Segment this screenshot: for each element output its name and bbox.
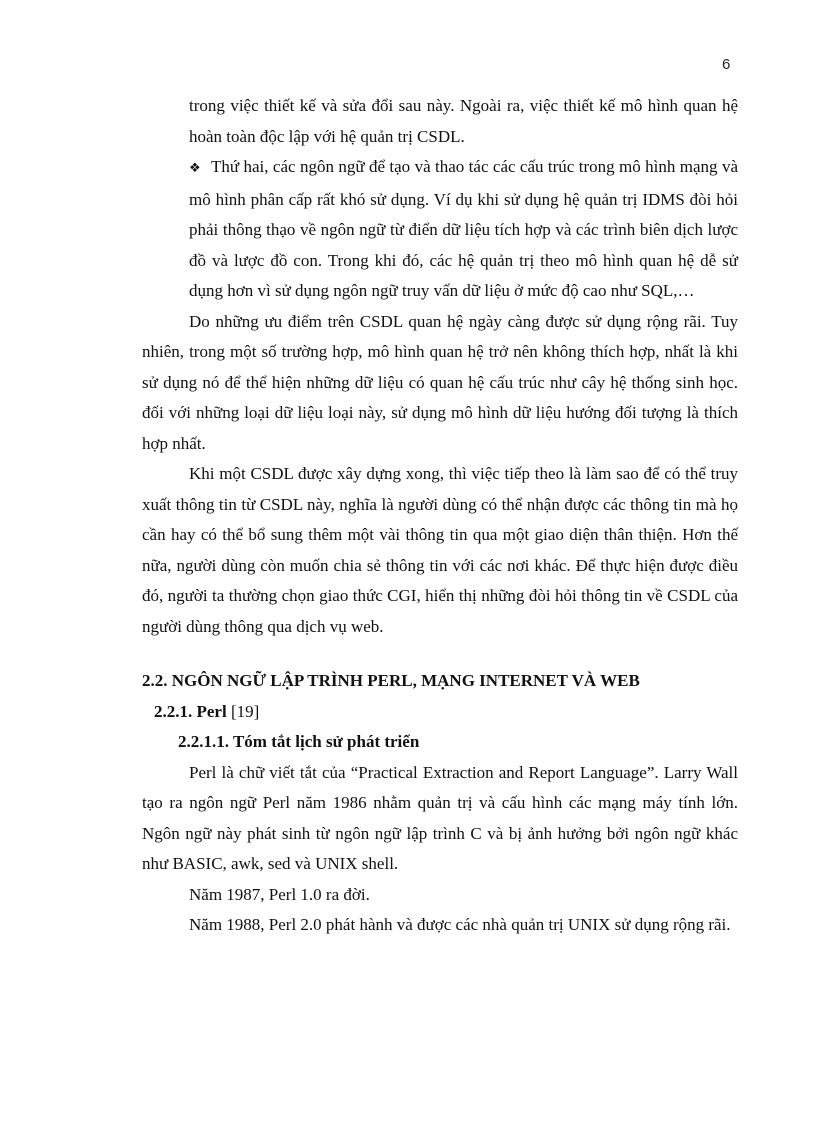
bullet-text: Thứ hai, các ngôn ngữ để tạo và thao tác các cấu trúc trong mô hình mạng và mô hình phân cấp rất khó sử dụng. Ví dụ khi sử dụng hệ quản trị IDMS đòi hỏi phải thông thạo về ngôn ngữ từ điển dữ liệu tích hợp và các trình biên dịch lược đồ và lược đồ con. Trong khi đó, các hệ quản trị theo mô hình quan hệ dễ sử dụng hơn vì sử dụng ngôn ngữ truy vấn dữ liệu ở mức độ cao như SQL,… [189, 157, 738, 300]
page-number: 6 [722, 56, 731, 73]
section-heading: 2.2. NGÔN NGỮ LẬP TRÌNH PERL, MẠNG INTERNET VÀ WEB [142, 671, 640, 690]
diamond-bullet-icon: ❖ [189, 161, 201, 176]
page-content [142, 91, 738, 941]
body-paragraph-advantages: Do những ưu điểm trên CSDL quan hệ ngày càng được sử dụng rộng rãi. Tuy nhiên, trong một số trường hợp, mô hình quan hệ trở nên không thích hợp, nhất là khi sử dụng nó để thể hiện những dữ liệu có quan hệ cấu trúc như cây hệ thống sinh học. đối với những loại dữ liệu loại này, sử dụng mô hình dữ liệu hướng đối tượng là thích hợp nhất. [142, 311, 738, 453]
subsection-heading [142, 697, 738, 728]
body-paragraph-cgi: Khi một CSDL được xây dựng xong, thì việc tiếp theo là làm sao để có thể truy xuất thông tin từ CSDL này, nghĩa là người dùng có thể nhận được các thông tin mà họ cần hay có thể bổ sung thêm một vài thông tin qua một giao diện thân thiện. Hơn thế nữa, người dùng còn muốn chia sẻ thông tin với các nơi khác. Để thực hiện được điều đó, người ta thường chọn giao thức CGI, hiển thị những đòi hỏi thông tin về CSDL của người dùng thông qua dịch vụ web. [142, 464, 738, 636]
body-paragraph-perl-1988: Năm 1988, Perl 2.0 phát hành và được các nhà quản trị UNIX sử dụng rộng rãi. [189, 915, 731, 934]
subsection-label: 2.2.1. Perl [154, 701, 227, 721]
body-paragraph-perl-intro: Perl là chữ viết tắt của “Practical Extraction and Report Language”. Larry Wall tạo ra ngôn ngữ Perl năm 1986 nhằm quản trị và cấu hình các mạng máy tính lớn. Ngôn ngữ này phát sinh từ ngôn ngữ lập trình C và bị ảnh hưởng bởi ngôn ngữ khác như BASIC, awk, sed và UNIX shell. [142, 762, 738, 873]
subsection-reference: [19] [226, 701, 260, 721]
continuation-paragraph: trong việc thiết kế và sửa đổi sau này. Ngoài ra, việc thiết kế mô hình quan hệ hoàn toàn độc lập với hệ quản trị CSDL. [189, 96, 738, 146]
bullet-paragraph [142, 152, 738, 307]
body-paragraph-perl-1987: Năm 1987, Perl 1.0 ra đời. [189, 884, 370, 904]
subsubsection-heading: 2.2.1.1. Tóm tắt lịch sử phát triển [178, 732, 420, 751]
